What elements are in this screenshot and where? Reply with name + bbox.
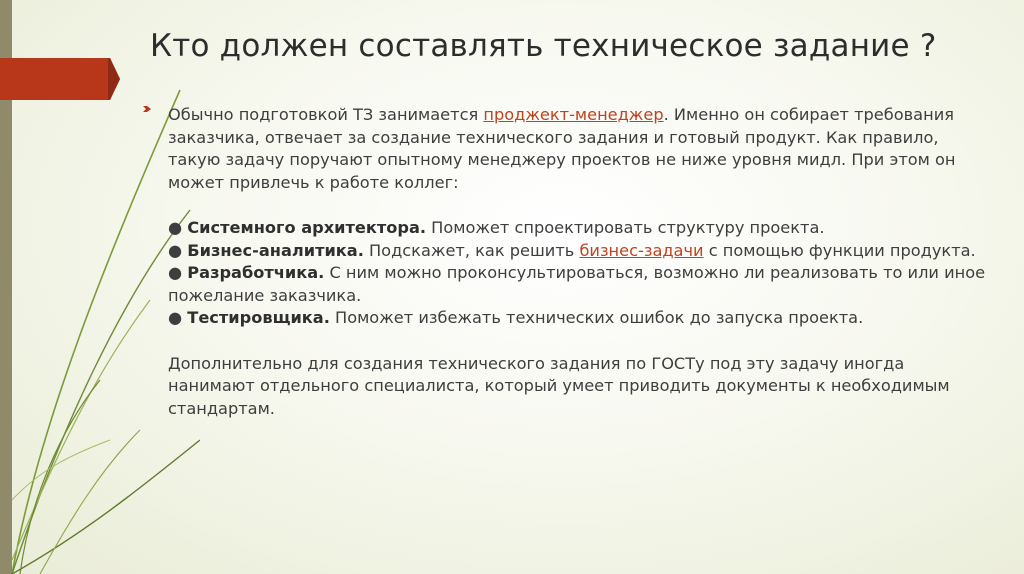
business-tasks-link[interactable]: бизнес-задачи xyxy=(579,240,704,260)
role-item-architect: ● Системного архитектора. Поможет спроектировать структуру проекта. xyxy=(168,217,825,237)
intro-paragraph: Обычно подготовкой ТЗ занимается проджект-менеджер. Именно он собирает требования заказчика, отвечает за создание технического задания и готовый продукт. Как правило, такую задачу поручают опытному менеджеру проектов не ниже уровня мидл. При этом он может привлечь к работе коллег: xyxy=(168,105,956,192)
slide-content xyxy=(168,104,988,420)
slide-title: Кто должен составлять техническое задание ? xyxy=(150,28,937,64)
role-item-analyst: ● Бизнес-аналитика. Подскажет, как решить бизнес-задачи с помощью функции продукта. xyxy=(168,240,976,260)
arrow-bullet-icon xyxy=(142,104,152,114)
accent-bar xyxy=(0,58,120,100)
project-manager-link[interactable]: проджект-менеджер xyxy=(483,105,664,124)
conclusion-paragraph: Дополнительно для создания технического задания по ГОСТу под эту задачу иногда нанимают отдельного специалиста, который умеет приводить документы к необходимым стандартам. xyxy=(168,353,950,418)
role-item-developer: ● Разработчика. С ним можно проконсультироваться, возможно ли реализовать то или иное пожелание заказчика. xyxy=(168,263,986,305)
role-item-tester: ● Тестировщика. Поможет избежать технических ошибок до запуска проекта. xyxy=(168,308,864,328)
